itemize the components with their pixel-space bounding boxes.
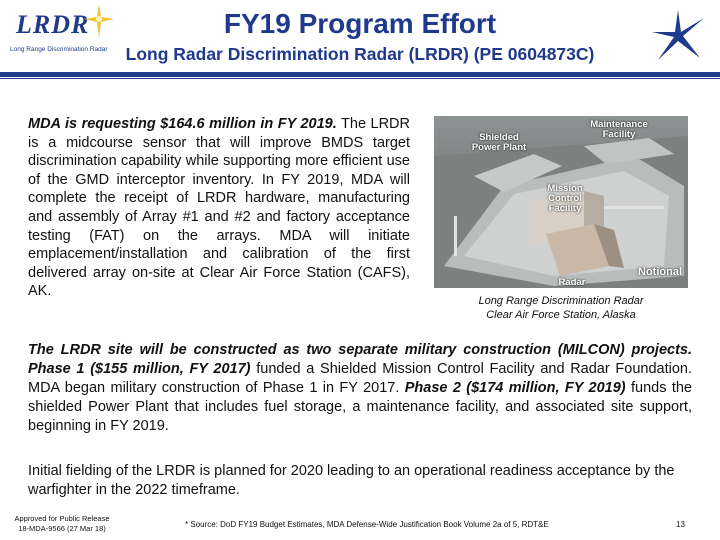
p2-text-2: funds the shielded Power Plant that includes fuel storage, a maintenance facility, and associated site support, beginning in FY 2019. (28, 380, 692, 434)
p2-bold-1: The LRDR site will be constructed as two separate military construction (MILCON) projects. Phase 1 ($155 million, FY 2017) (28, 342, 692, 377)
p2-text-1: funded a Shielded Mission Control Facility and Radar Foundation. MDA began military construction of Phase 1 in FY 2017. (28, 361, 692, 396)
release-approval (6, 514, 118, 533)
approval-line-2: 18-MDA-9566 (27 Mar 18) (18, 523, 106, 533)
logo-text: LRDR (16, 10, 90, 39)
paragraph-fielding: Initial fielding of the LRDR is planned for 2020 leading to an operational readiness acceptance by the warfighter in the 2022 timeframe. (28, 463, 675, 498)
image-caption (434, 294, 688, 322)
label-notional: Notional (638, 266, 682, 278)
p1-text: The LRDR is a midcourse sensor that will improve BMDS target discrimination capability while supporting more efficient use of the GMD interceptor inventory. In FY 2019, MDA will complete the receipt of LRDR hardware, manufacturing and assembly of Array #1 and #2 and factory acceptance testing (FAT) on the arrays. MDA will initiate emplacement/installation and calibration of the first delivered array on-site at Clear Air Force Station (CAFS), AK. (28, 116, 411, 300)
caption-line-1: Long Range Discrimination Radar (478, 295, 644, 307)
approval-line-1: Approved for Public Release (14, 514, 110, 523)
label-mission-control: Mission Control Facility (547, 183, 583, 214)
lrdr-site-rendering (434, 116, 688, 288)
p2-bold-2: Phase 2 ($174 million, FY 2019) (404, 380, 626, 396)
page-title: FY19 Program Effort (223, 8, 497, 39)
label-maintenance: Maintenance Facility (590, 119, 648, 140)
logo-subtitle: Long Range Discrimination Radar (10, 46, 108, 53)
p1-bold: MDA is requesting $164.6 million in FY 2019. (28, 116, 337, 132)
lockheed-star-icon (650, 8, 706, 64)
paragraph-milcon (28, 341, 692, 436)
source-footnote: * Source: DoD FY19 Budget Estimates, MDA Defense-Wide Justification Book Volume 2a of 5, RDT&E (185, 520, 549, 529)
page-number: 13 (676, 520, 685, 529)
paragraph-funding-request (28, 115, 410, 301)
page-subtitle: Long Radar Discrimination Radar (LRDR) (PE 0604873C) (125, 44, 595, 64)
caption-line-2: Clear Air Force Station, Alaska (486, 309, 636, 321)
header-rule (0, 72, 720, 77)
label-power-plant: Shielded Power Plant (471, 132, 527, 153)
header-rule-thin (0, 78, 720, 79)
label-radar: Radar (558, 277, 586, 288)
